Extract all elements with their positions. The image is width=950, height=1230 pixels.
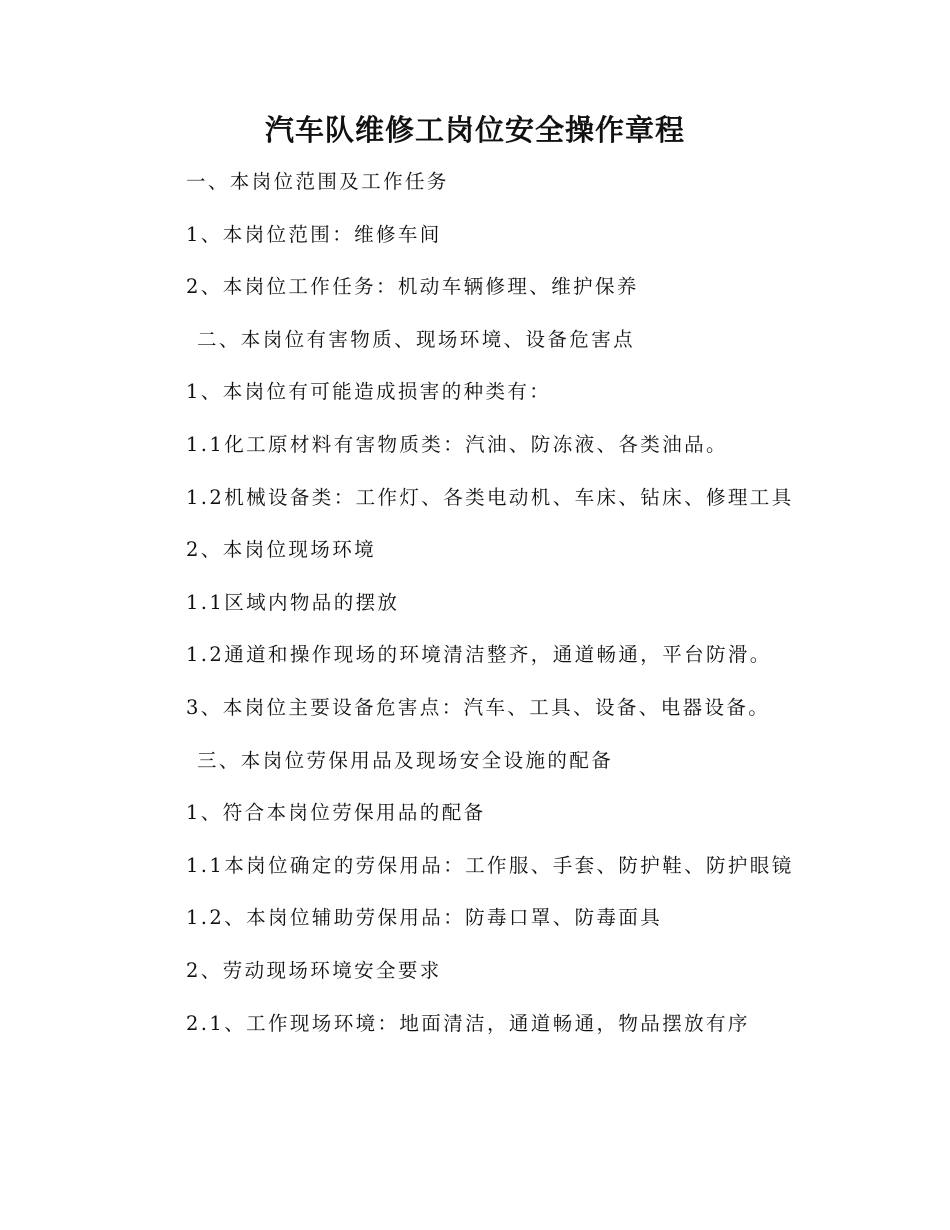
body-line: 1、本岗位有可能造成损害的种类有： — [186, 380, 552, 404]
body-line: 1、符合本岗位劳保用品的配备 — [186, 801, 486, 825]
body-line: 2、劳动现场环境安全要求 — [186, 958, 442, 982]
document-body — [186, 162, 906, 1056]
body-line: 1.2通道和操作现场的环境清洁整齐，通道畅通，平台防滑。 — [186, 643, 772, 667]
body-line: 3、本岗位主要设备危害点：汽车、工具、设备、电器设备。 — [186, 695, 771, 719]
body-line: 2、本岗位工作任务：机动车辆修理、维护保养 — [186, 275, 639, 299]
body-line: 2、本岗位现场环境 — [186, 538, 377, 562]
section-heading: 二、本岗位有害物质、现场环境、设备危害点 — [197, 327, 636, 351]
body-line: 1.2机械设备类：工作灯、各类电动机、车床、钻床、修理工具 — [186, 485, 794, 509]
body-line: 1.2、本岗位辅助劳保用品：防毒口罩、防毒面具 — [186, 906, 663, 930]
body-line: 一、本岗位范围及工作任务 — [186, 170, 449, 193]
document-title: 汽车队维修工岗位安全操作章程 — [264, 113, 685, 147]
body-line: 2.1、工作现场环境：地面清洁，通道畅通，物品摆放有序 — [186, 1011, 750, 1035]
body-line: 1.1化工原材料有害物质类：汽油、防冻液、各类油品。 — [186, 432, 728, 456]
body-line: 1.1区域内物品的摆放 — [186, 590, 400, 614]
section-heading: 三、本岗位劳保用品及现场安全设施的配备 — [197, 748, 614, 772]
body-line: 1.1本岗位确定的劳保用品：工作服、手套、防护鞋、防护眼镜 — [186, 853, 794, 877]
body-line: 1、本岗位范围：维修车间 — [186, 222, 442, 246]
